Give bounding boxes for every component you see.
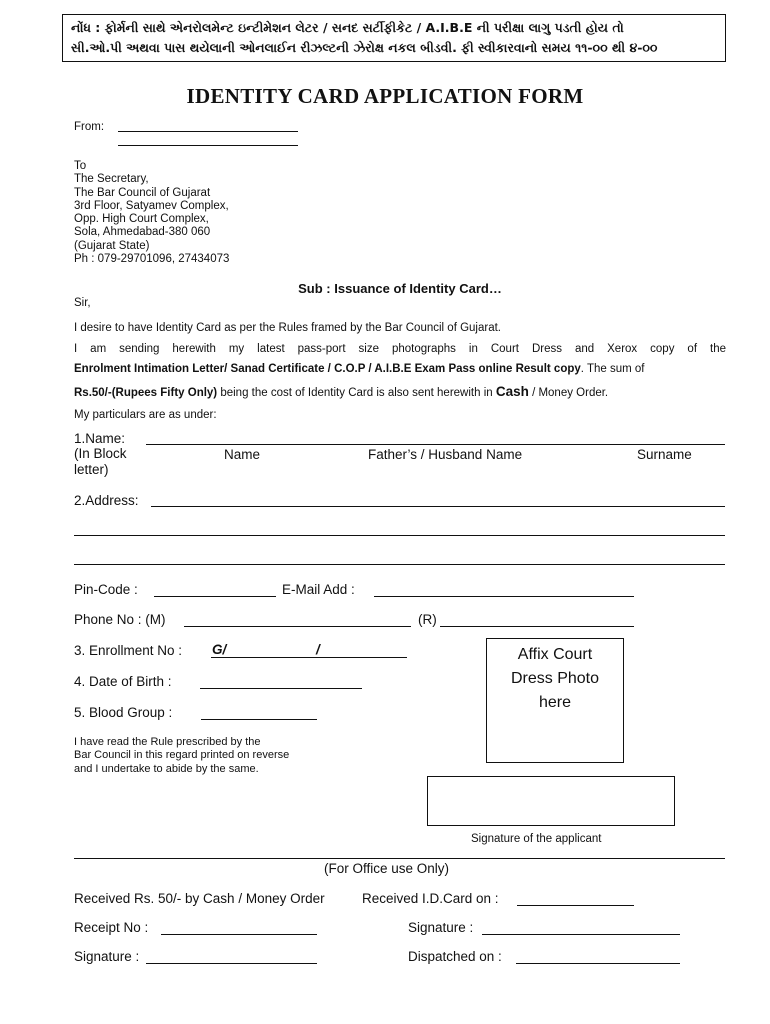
declaration-line: I have read the Rule prescribed by the xyxy=(74,736,261,748)
fee-amount: Rs.50/-(Rupees Fifty Only) xyxy=(74,387,218,399)
signature-applicant-label: Signature of the applicant xyxy=(471,833,602,845)
form-title: IDENTITY CARD APPLICATION FORM xyxy=(186,84,584,108)
blood-group-label: 5. Blood Group : xyxy=(74,705,173,720)
receipt-no-field[interactable] xyxy=(161,934,317,935)
address-field-1[interactable] xyxy=(151,506,725,507)
salutation: Sir, xyxy=(74,297,91,309)
from-line-1[interactable] xyxy=(118,131,298,132)
address-line: (Gujarat State) xyxy=(74,239,150,252)
photo-text-line: here xyxy=(538,694,572,711)
email-label: E-Mail Add : xyxy=(282,582,355,597)
photo-text-line: Dress Photo xyxy=(510,670,600,687)
address-label: 2.Address: xyxy=(74,493,139,508)
name-hint-2: letter) xyxy=(74,462,109,477)
address-field-2[interactable] xyxy=(74,535,725,536)
received-rs-label: Received Rs. 50/- by Cash / Money Order xyxy=(74,891,325,906)
dispatched-on-label: Dispatched on : xyxy=(408,949,502,964)
address-line: 3rd Floor, Satyamev Complex, xyxy=(74,199,229,212)
para-enclosure-1: I am sending herewith my latest pass-port size photographs in Court Dress and Xerox copy of the xyxy=(74,343,726,355)
fee-text: being the cost of Identity Card is also sent herewith in xyxy=(217,387,496,399)
recipient-address xyxy=(74,160,229,266)
office-signature-right-field[interactable] xyxy=(482,934,680,935)
pincode-label: Pin-Code : xyxy=(74,582,138,597)
name-col-father: Father’s / Husband Name xyxy=(368,447,523,462)
phone-r-label: (R) xyxy=(418,612,437,627)
subject: Sub : Issuance of Identity Card… xyxy=(298,281,502,296)
office-divider xyxy=(74,858,725,859)
from-label: From: xyxy=(74,121,105,133)
address-field-3[interactable] xyxy=(74,564,725,565)
cash-word: Cash xyxy=(495,384,529,399)
name-label: 1.Name: xyxy=(74,431,126,446)
fee-text-end: / Money Order. xyxy=(528,387,609,399)
enrollment-field[interactable] xyxy=(211,657,407,658)
dob-label: 4. Date of Birth : xyxy=(74,674,172,689)
enrollment-prefix: G/ xyxy=(212,642,227,657)
para-enclosure-3 xyxy=(74,384,726,399)
address-line: Opp. High Court Complex, xyxy=(74,213,209,226)
name-field[interactable] xyxy=(146,444,725,445)
name-hint-1: (In Block xyxy=(74,446,127,461)
received-id-label: Received I.D.Card on : xyxy=(362,891,499,906)
blood-group-field[interactable] xyxy=(201,719,317,720)
particulars-intro: My particulars are as under: xyxy=(74,409,217,421)
dispatched-on-field[interactable] xyxy=(516,963,680,964)
notice-line-1: નોંધ : ફોર્મની સાથે એનરોલમેન્ટ ઇન્ટીમેશન લેટર / સનદ સર્ટીફીકેટ / A.I.B.E ની પરીક્ષા લાગુ પડતી હોય તો xyxy=(71,20,624,35)
notice-line-2: સી.ઓ.પી અથવા પાસ થયેલાની ઓનલાઈન રીઝલ્ટની ઝેરોક્ષ નકલ બીડવી. ફી સ્વીકારવાનો સમય ૧૧-૦૦ થી ૪-૦૦ xyxy=(71,40,658,55)
phone-label: Phone No : (M) xyxy=(74,612,166,627)
signature-box[interactable] xyxy=(427,776,675,826)
para-enclosure-2 xyxy=(74,363,726,375)
address-line: To xyxy=(74,160,87,172)
photo-box[interactable] xyxy=(486,638,624,763)
office-signature-right-label: Signature : xyxy=(408,920,474,935)
dob-field[interactable] xyxy=(200,688,362,689)
receipt-no-label: Receipt No : xyxy=(74,920,149,935)
gujarati-notice-box xyxy=(62,14,726,62)
photo-text-line: Affix Court xyxy=(517,646,593,663)
declaration-line: Bar Council in this regard printed on reverse xyxy=(74,749,290,762)
email-field[interactable] xyxy=(374,596,634,597)
address-line: The Secretary, xyxy=(74,173,149,186)
address-line: The Bar Council of Gujarat xyxy=(74,186,211,199)
declaration-line: and I undertake to abide by the same. xyxy=(74,762,259,775)
phone-res-field[interactable] xyxy=(440,626,634,627)
name-col-name: Name xyxy=(224,447,261,462)
from-line-2[interactable] xyxy=(118,145,298,146)
office-signature-left-label: Signature : xyxy=(74,949,140,964)
address-line: Sola, Ahmedabad-380 060 xyxy=(74,226,211,239)
address-line: Ph : 079-29701096, 27434073 xyxy=(74,253,230,266)
enrollment-slash: / xyxy=(316,642,320,657)
para-request: I desire to have Identity Card as per the Rules framed by the Bar Council of Gujarat. xyxy=(74,322,501,334)
name-col-surname: Surname xyxy=(637,447,692,462)
enclosure-docs: Enrolment Intimation Letter/ Sanad Certificate / C.O.P / A.I.B.E Exam Pass online Result copy xyxy=(74,363,581,375)
phone-mobile-field[interactable] xyxy=(184,626,411,627)
office-use-heading: (For Office use Only) xyxy=(324,861,450,876)
enrollment-label: 3. Enrollment No : xyxy=(74,643,183,658)
enclosure-sum-text: . The sum of xyxy=(580,363,645,375)
pincode-field[interactable] xyxy=(154,596,276,597)
office-signature-left-field[interactable] xyxy=(146,963,317,964)
received-id-field[interactable] xyxy=(517,905,634,906)
declaration xyxy=(74,736,289,776)
